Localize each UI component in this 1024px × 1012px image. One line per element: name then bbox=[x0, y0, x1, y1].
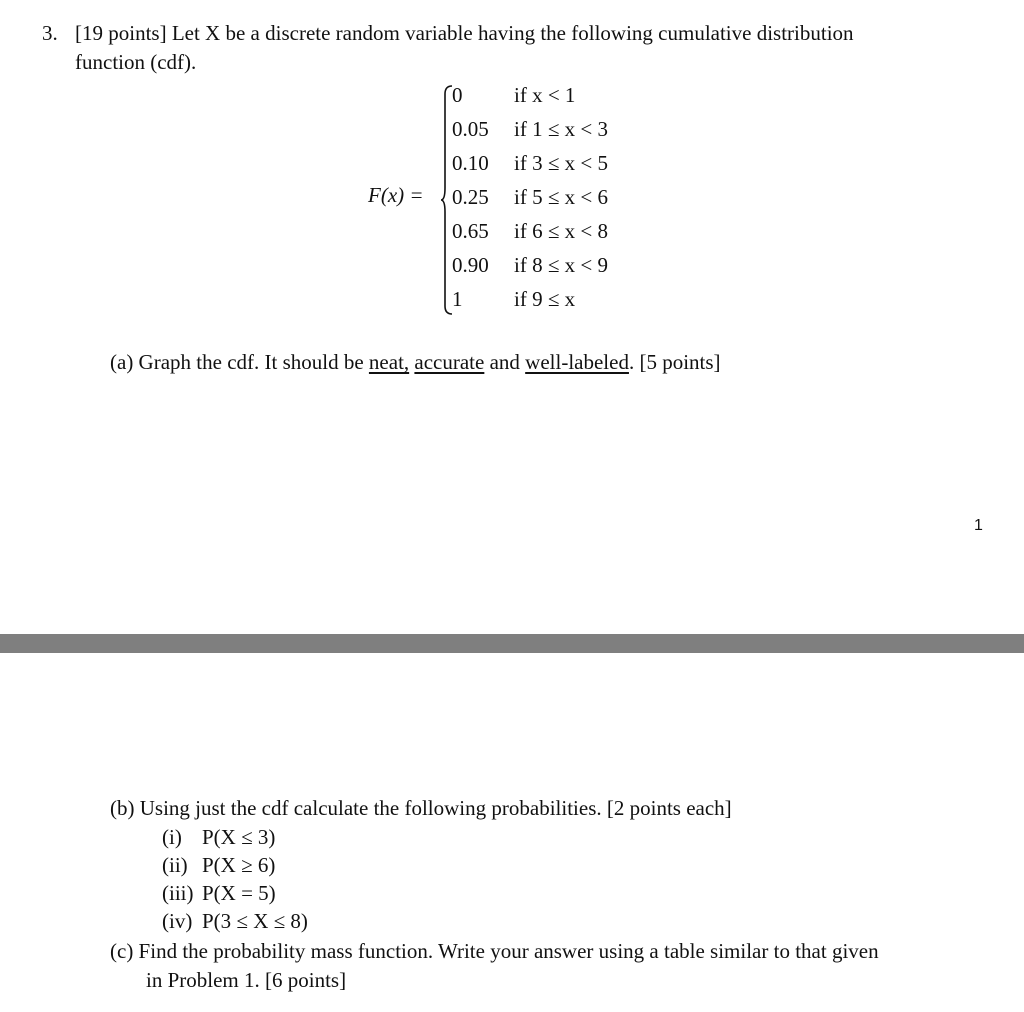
cdf-value-5: 0.90 bbox=[452, 253, 489, 277]
cdf-value-6: 1 bbox=[452, 287, 463, 311]
part-a-suffix: . [5 points] bbox=[628, 350, 721, 374]
part-b-item-label-1: (ii) bbox=[162, 853, 188, 877]
part-b-item-label-2: (iii) bbox=[162, 881, 194, 905]
part-b-item-expr-1: P(X ≥ 6) bbox=[202, 853, 276, 877]
part-b-item-label-3: (iv) bbox=[162, 909, 193, 933]
problem-number: 3. bbox=[42, 21, 58, 45]
part-b-item-expr-2: P(X = 5) bbox=[202, 881, 276, 905]
cdf-condition-3: if 5 ≤ x < 6 bbox=[514, 185, 608, 209]
part-b-item-expr-0: P(X ≤ 3) bbox=[202, 825, 276, 849]
part-a-prefix: (a) Graph the cdf. It should be bbox=[110, 350, 369, 374]
part-b-item-label-0: (i) bbox=[162, 825, 182, 849]
cdf-value-4: 0.65 bbox=[452, 219, 489, 243]
page-number: 1 bbox=[974, 517, 983, 534]
cdf-condition-4: if 6 ≤ x < 8 bbox=[514, 219, 608, 243]
part-a-accurate: accurate bbox=[414, 350, 485, 374]
cdf-condition-2: if 3 ≤ x < 5 bbox=[514, 151, 608, 175]
part-a-and: and bbox=[484, 350, 526, 374]
cdf-condition-6: if 9 ≤ x bbox=[514, 287, 576, 311]
part-a-neat: neat, bbox=[368, 350, 410, 374]
cdf-condition-5: if 8 ≤ x < 9 bbox=[514, 253, 608, 277]
part-a-well-labeled: well-labeled bbox=[525, 350, 629, 374]
page-divider bbox=[0, 634, 1024, 653]
cdf-condition-1: if 1 ≤ x < 3 bbox=[514, 117, 608, 141]
part-c-line1: (c) Find the probability mass function. Write your answer using a table similar to that given bbox=[110, 939, 879, 963]
cdf-value-3: 0.25 bbox=[452, 185, 489, 209]
part-b-text: (b) Using just the cdf calculate the following probabilities. [2 points each] bbox=[110, 796, 732, 820]
problem-statement-line1: [19 points] Let X be a discrete random variable having the following cumulative distribution bbox=[75, 21, 854, 45]
part-b-item-expr-3: P(3 ≤ X ≤ 8) bbox=[202, 909, 308, 933]
part-a-text bbox=[110, 349, 721, 375]
cdf-value-2: 0.10 bbox=[452, 151, 489, 175]
cdf-value-1: 0.05 bbox=[452, 117, 489, 141]
cdf-value-0: 0 bbox=[452, 83, 463, 107]
problem-statement-line2: function (cdf). bbox=[75, 50, 197, 74]
part-c-line2: in Problem 1. [6 points] bbox=[146, 968, 347, 992]
cdf-condition-0: if x < 1 bbox=[514, 83, 576, 107]
cdf-lhs: F(x) = bbox=[368, 183, 424, 207]
